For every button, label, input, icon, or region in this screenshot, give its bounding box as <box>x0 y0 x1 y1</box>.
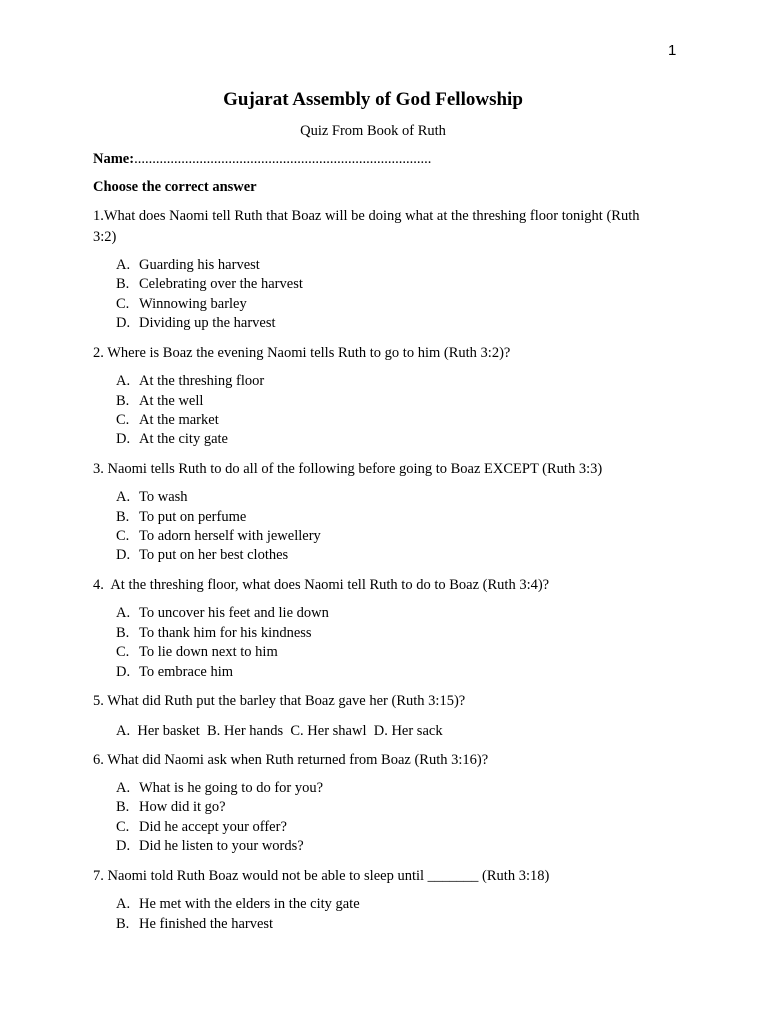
option-letter: A. <box>116 257 131 273</box>
option-letter: B. <box>116 508 130 525</box>
name-blank: .................................................................................. <box>134 151 432 167</box>
question-7: 7. Naomi told Ruth Boaz would not be able to sleep until _______ (Ruth 3:18) <box>93 867 550 884</box>
option-letter: A. <box>116 489 131 506</box>
option-text: Winnowing barley <box>139 295 247 312</box>
option-text: At the threshing floor <box>139 373 265 390</box>
option-letter: B. <box>116 915 130 932</box>
option-letter: C. <box>116 644 130 661</box>
option <box>116 527 653 546</box>
option-text: To thank him for his kindness <box>139 624 312 641</box>
option-letter: D. <box>116 315 131 332</box>
option <box>116 314 653 333</box>
option-text: To put on perfume <box>139 508 247 525</box>
option <box>116 779 653 798</box>
option <box>116 256 653 275</box>
instructions: Choose the correct answer <box>93 179 257 195</box>
option <box>116 411 653 430</box>
option-letter: C. <box>116 411 130 428</box>
option <box>116 275 653 294</box>
option-text: To adorn herself with jewellery <box>139 528 321 545</box>
document-body <box>93 88 653 934</box>
page-number: 1 <box>668 42 677 59</box>
option <box>116 430 653 449</box>
option-letter: C. <box>116 528 130 545</box>
option <box>116 818 653 837</box>
question-5-options: A. Her basket B. Her hands C. Her shawl D. Her sack <box>116 722 443 739</box>
question-1-options <box>93 256 653 334</box>
option-text: Did he listen to your words? <box>139 838 304 855</box>
option-text: To uncover his feet and lie down <box>139 605 329 622</box>
option <box>116 624 653 643</box>
question-2-options <box>93 372 653 450</box>
option <box>116 488 653 507</box>
question-1: 1.What does Naomi tell Ruth that Boaz will be doing what at the threshing floor tonight (Ruth 3:2) <box>93 208 640 245</box>
question-3: 3. Naomi tells Ruth to do all of the following before going to Boaz EXCEPT (Ruth 3:3) <box>93 460 603 477</box>
question-7-options <box>93 895 653 934</box>
option <box>116 372 653 391</box>
option-text: To embrace him <box>139 663 234 680</box>
option-text: What is he going to do for you? <box>139 780 324 796</box>
option-text: He finished the harvest <box>139 915 274 932</box>
option-text: At the market <box>139 411 219 428</box>
question-5: 5. What did Ruth put the barley that Boaz gave her (Ruth 3:15)? <box>93 693 466 709</box>
option <box>116 295 653 314</box>
option-letter: A. <box>116 896 131 913</box>
question-6-options <box>93 779 653 857</box>
option-text: Did he accept your offer? <box>139 818 287 835</box>
option <box>116 643 653 662</box>
option <box>116 798 653 817</box>
option-text: To wash <box>139 489 188 506</box>
option-text: He met with the elders in the city gate <box>139 896 360 913</box>
question-4: 4. At the threshing floor, what does Naomi tell Ruth to do to Boaz (Ruth 3:4)? <box>93 576 550 593</box>
option-letter: B. <box>116 799 130 816</box>
option-letter: A. <box>116 780 131 796</box>
option-letter: D. <box>116 547 131 564</box>
option <box>116 508 653 527</box>
option-letter: A. <box>116 605 131 622</box>
option <box>116 837 653 856</box>
name-field <box>93 149 653 169</box>
option-text: Celebrating over the harvest <box>139 276 303 293</box>
option-letter: D. <box>116 838 131 855</box>
option-letter: B. <box>116 624 130 641</box>
option-text: To put on her best clothes <box>139 547 289 564</box>
option-letter: B. <box>116 276 130 293</box>
option-text: At the well <box>139 392 204 409</box>
option-text: Guarding his harvest <box>139 257 260 273</box>
option-text: Dividing up the harvest <box>139 315 276 332</box>
option-letter: A. <box>116 373 131 390</box>
question-6: 6. What did Naomi ask when Ruth returned from Boaz (Ruth 3:16)? <box>93 751 489 768</box>
option <box>116 663 653 682</box>
document-subtitle: Quiz From Book of Ruth <box>300 123 446 139</box>
option-letter: D. <box>116 431 131 448</box>
option <box>116 915 653 934</box>
option <box>116 895 653 914</box>
question-3-options <box>93 488 653 566</box>
option-text: To lie down next to him <box>139 644 278 661</box>
document-title: Gujarat Assembly of God Fellowship <box>223 89 523 110</box>
option-text: How did it go? <box>139 799 226 816</box>
option <box>116 546 653 565</box>
option-letter: D. <box>116 663 131 680</box>
option <box>116 604 653 623</box>
option-text: At the city gate <box>139 431 228 448</box>
option-letter: B. <box>116 392 130 409</box>
option-letter: C. <box>116 818 130 835</box>
option-letter: C. <box>116 295 130 312</box>
option <box>116 392 653 411</box>
question-4-options <box>93 604 653 682</box>
name-label: Name: <box>93 151 135 167</box>
question-2: 2. Where is Boaz the evening Naomi tells Ruth to go to him (Ruth 3:2)? <box>93 344 511 361</box>
